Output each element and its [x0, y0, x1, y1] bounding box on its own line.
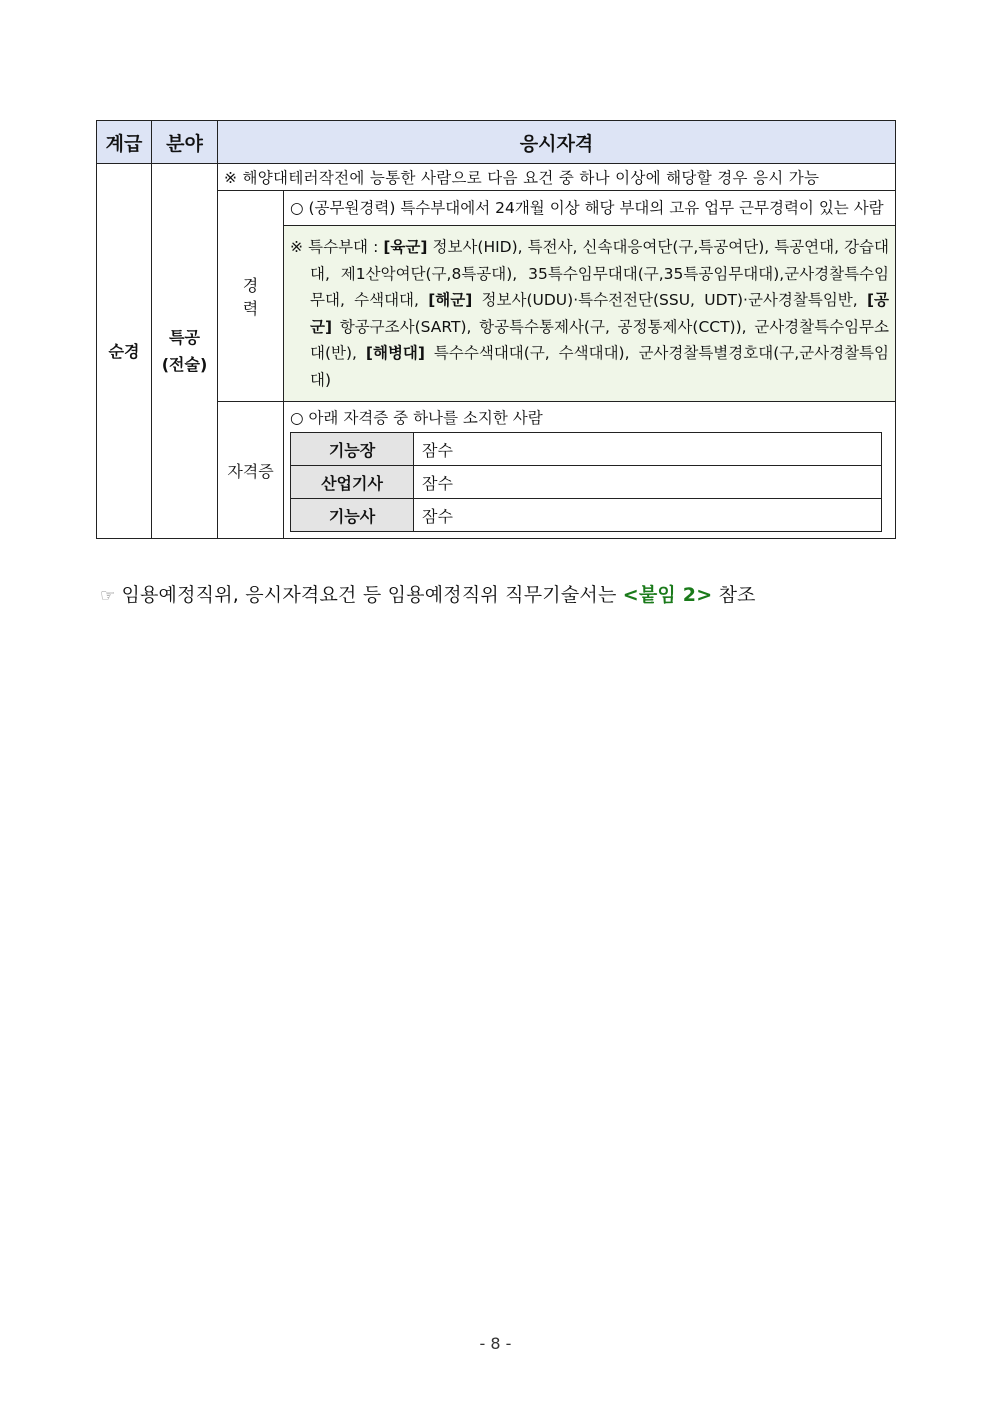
airforce-units: 항공구조사(SART), 항공특수통제사(구, 공정통제사(CCT)), 군사경찰특수임무소대(반), — [310, 317, 889, 362]
header-qualification: 응시자격 — [218, 121, 896, 164]
airforce-tag: [공군] — [310, 291, 890, 336]
header-field: 분야 — [152, 121, 218, 164]
table-row — [291, 433, 882, 466]
special-forces-detail — [284, 226, 896, 402]
table-row — [291, 499, 882, 532]
marine-tag: [해병대] — [365, 344, 425, 362]
notice-text: ※ 해양대테러작전에 능통한 사람으로 다음 요건 중 하나 이상에 해당할 경우 응시 가능 — [218, 164, 896, 191]
certificate-label: 자격증 — [218, 402, 284, 539]
army-units: 정보사(HID), 특전사, 신속대응여단(구,특공여단), 특공연대, 강습대대, 제1산악여단(구,8특공대), 35특수임무대대(구,35특공임무대대),군사경찰특수임무대, 수색대대, — [310, 238, 889, 309]
attachment-reference: <붙임 2> — [622, 584, 713, 606]
grade-cell: 순경 — [97, 164, 152, 539]
army-tag: [육군] — [383, 238, 428, 256]
header-grade: 계급 — [97, 121, 152, 164]
career-label: 경 력 — [218, 191, 284, 402]
navy-tag: [해군] — [428, 291, 473, 309]
career-requirement: ○ (공무원경력) 특수부대에서 24개월 이상 해당 부대의 고유 업무 근무경력이 있는 사람 — [290, 199, 884, 217]
certificate-cell — [284, 402, 896, 539]
special-forces-list — [290, 234, 889, 393]
certificate-name: 기능사 — [291, 499, 414, 532]
certificate-name: 산업기사 — [291, 466, 414, 499]
detail-prefix: ※ 특수부대 : — [290, 238, 384, 256]
career-requirement-cell — [284, 191, 896, 226]
field-cell — [152, 164, 218, 539]
qualification-table — [96, 120, 896, 539]
footnote — [100, 580, 756, 607]
table-row — [291, 466, 882, 499]
field-line1: 특공 — [169, 328, 200, 347]
field-line2: (전술) — [161, 355, 208, 374]
pointing-hand-icon: ☞ — [100, 586, 116, 606]
certificate-requirement: ○ 아래 자격증 중 하나를 소지한 사람 — [290, 409, 543, 427]
certificate-value: 잠수 — [414, 499, 882, 532]
navy-units: 정보사(UDU)·특수전전단(SSU, UDT)·군사경찰특임반, — [472, 291, 867, 309]
certificate-value: 잠수 — [414, 433, 882, 466]
page-number: - 8 - — [479, 1334, 512, 1353]
certificate-name: 기능장 — [291, 433, 414, 466]
certificate-table — [290, 432, 882, 532]
marine-units: 특수수색대대(구, 수색대대), 군사경찰특별경호대(구,군사경찰특임대) — [310, 344, 889, 389]
certificate-value: 잠수 — [414, 466, 882, 499]
footnote-text: 임용예정직위, 응시자격요건 등 임용예정직위 직무기술서는 — [121, 584, 623, 606]
footnote-text-end: 참조 — [712, 584, 756, 606]
